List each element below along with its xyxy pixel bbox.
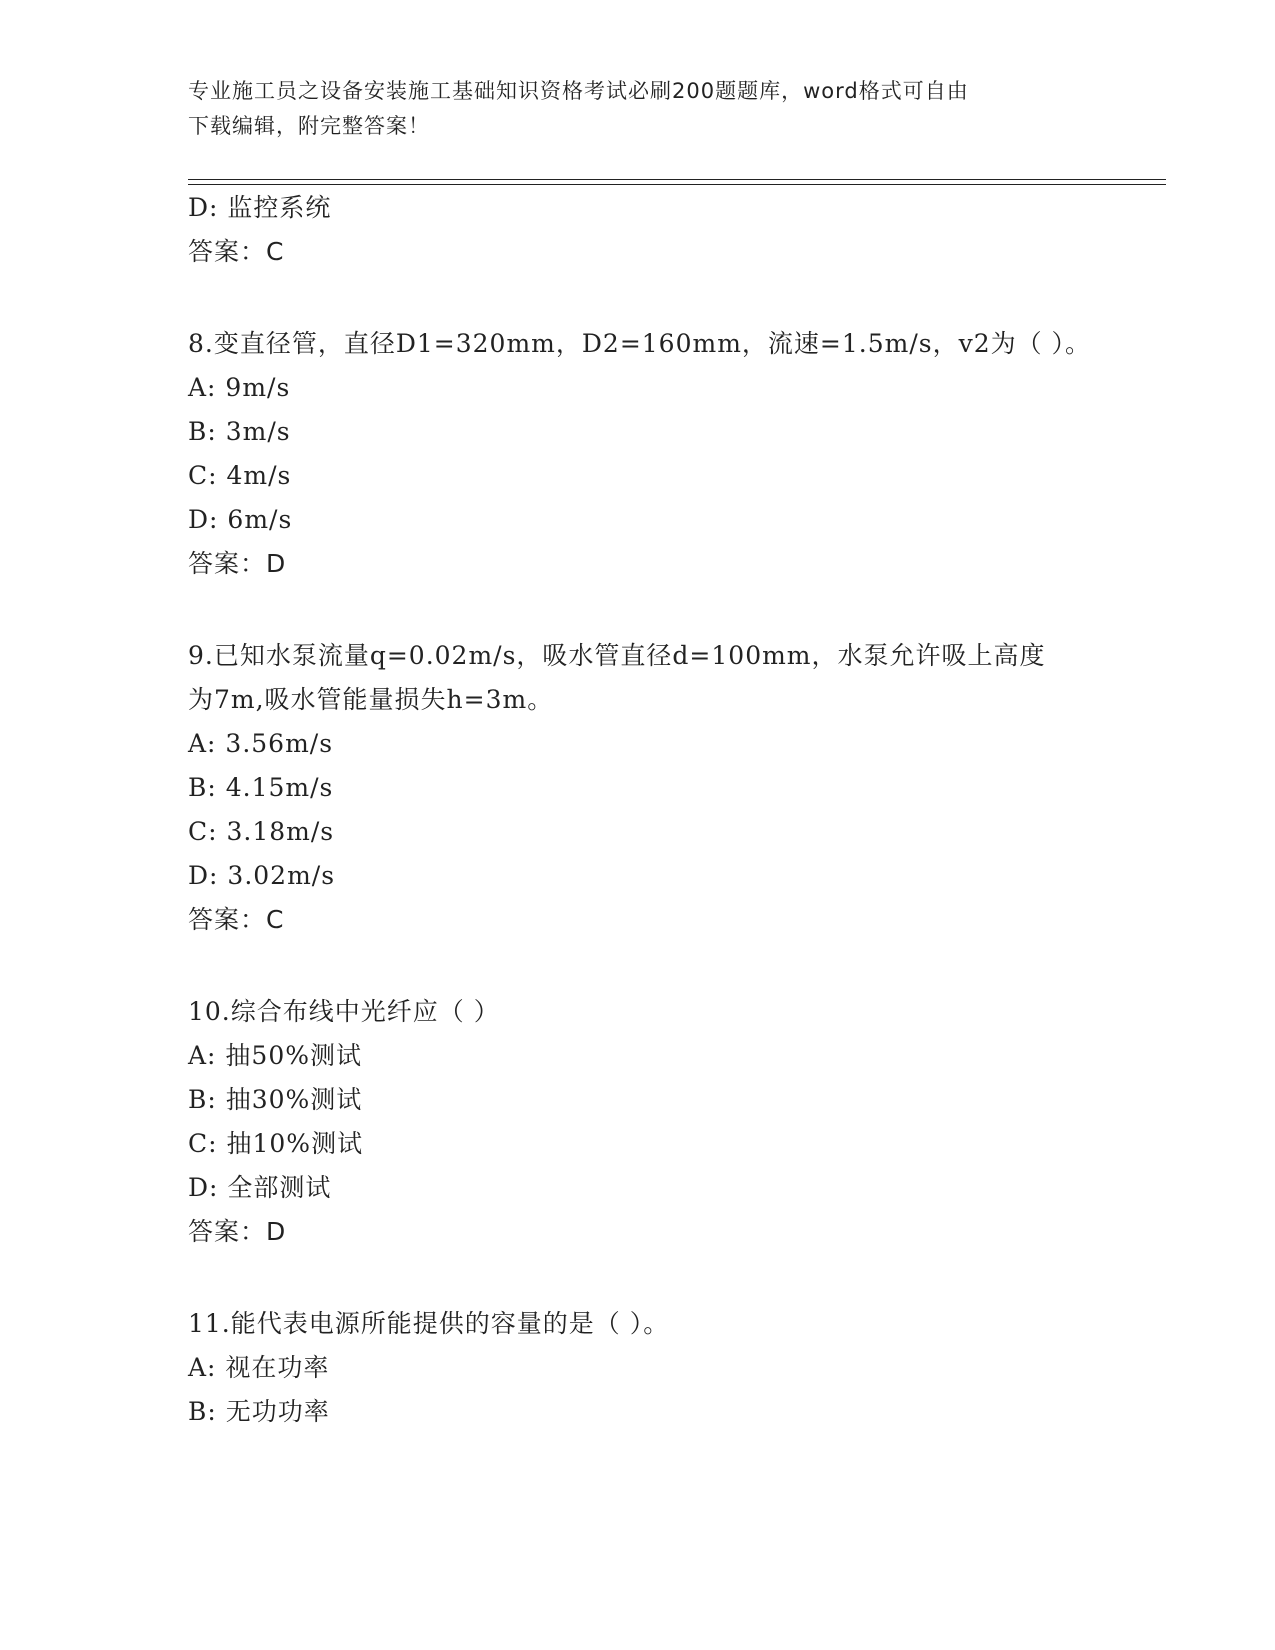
answer-q8: 答案：D — [188, 549, 287, 578]
answer-q9: 答案：C — [188, 905, 285, 934]
option-a-q8: A: 9m/s — [188, 373, 291, 402]
header-divider-top — [188, 179, 1166, 180]
option-c-q10: C: 抽10%测试 — [188, 1129, 364, 1158]
answer-q7: 答案：C — [188, 237, 285, 266]
question-8: 8.变直径管，直径D1=320mm，D2=160mm，流速=1.5m/s，v2为（ ）。 — [188, 329, 1092, 358]
option-b-q8: B: 3m/s — [188, 417, 291, 446]
header-divider-bottom — [188, 184, 1166, 185]
option-d-q7: D: 监控系统 — [188, 193, 332, 222]
option-b-q11: B: 无功功率 — [188, 1397, 330, 1426]
option-d-q10: D: 全部测试 — [188, 1173, 332, 1202]
question-11: 11.能代表电源所能提供的容量的是（ ）。 — [188, 1309, 670, 1338]
header-line-2: 下载编辑，附完整答案！ — [188, 114, 430, 138]
question-9-line-1: 9.已知水泵流量q=0.02m/s，吸水管直径d=100mm，水泵允许吸上高度 — [188, 641, 1046, 670]
option-c-q8: C: 4m/s — [188, 461, 292, 490]
question-10: 10.综合布线中光纤应（ ） — [188, 997, 500, 1026]
option-a-q11: A: 视在功率 — [188, 1353, 330, 1382]
option-a-q9: A: 3.56m/s — [188, 729, 334, 758]
question-9-line-2: 为7m,吸水管能量损失h=3m。 — [188, 685, 554, 714]
document-header — [188, 74, 1088, 144]
option-b-q10: B: 抽30%测试 — [188, 1085, 363, 1114]
option-b-q9: B: 4.15m/s — [188, 773, 334, 802]
answer-q10: 答案：D — [188, 1217, 287, 1246]
option-a-q10: A: 抽50%测试 — [188, 1041, 362, 1070]
option-c-q9: C: 3.18m/s — [188, 817, 335, 846]
option-d-q8: D: 6m/s — [188, 505, 293, 534]
header-line-1: 专业施工员之设备安装施工基础知识资格考试必刷200题题库，word格式可自由 — [188, 79, 969, 103]
option-d-q9: D: 3.02m/s — [188, 861, 336, 890]
